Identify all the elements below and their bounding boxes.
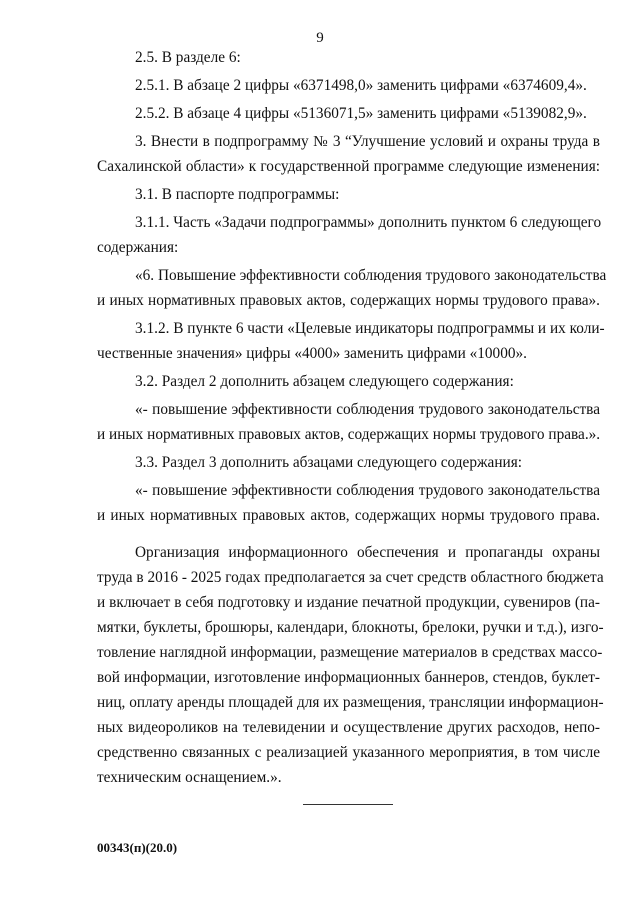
text-line: 3.1.1. Часть «Задачи подпрограммы» дополнить пунктом 6 следующего [135,214,602,231]
text-line: 3.1.2. В пункте 6 части «Целевые индикаторы подпрограммы и их коли- [135,320,605,337]
text-line: 2.5. В разделе 6: [135,49,241,66]
text-line: вой информации, изготовление информационных баннеров, стендов, буклет- [97,669,600,686]
text-line: и иных нормативных правовых актов, содержащих нормы трудового права.». [97,426,601,443]
text-line: чественные значения» цифры «4000» заменить цифрами «10000». [97,345,527,362]
text-line: 2.5.2. В абзаце 4 цифры «5136071,5» заменить цифрами «5139082,9». [135,105,587,122]
separator-line [303,804,393,805]
text-line: 2.5.1. В абзаце 2 цифры «6371498,0» заменить цифрами «6374609,4». [135,77,587,94]
text-line: мятки, буклеты, брошюры, календари, блокноты, брелоки, ручки и т.д.), изго- [97,619,604,636]
text-line: 3.2. Раздел 2 дополнить абзацем следующего содержания: [135,373,514,390]
text-line: 3.1. В паспорте подпрограммы: [135,186,340,203]
text-line: ниц, оплату аренды площадей для их размещения, трансляции информацион- [97,694,604,711]
text-line: средственно связанных с реализацией указанного мероприятия, в том числе [97,744,600,761]
text-line: и иных нормативных правовых актов, содержащих нормы трудового права. [97,507,600,524]
text-line: «6. Повышение эффективности соблюдения трудового законодательства [135,267,607,284]
document-code: 00343(п)(20.0) [97,840,178,855]
text-line: труда в 2016 - 2025 годах предполагается за счет средств областного бюджета [97,569,604,586]
text-line: «- повышение эффективности соблюдения трудового законодательства [135,401,600,418]
text-line: и иных нормативных правовых актов, содержащих нормы трудового права». [97,292,600,309]
text-line: товление наглядной информации, размещение материалов в средствах массо- [97,644,603,661]
text-line: 3. Внести в подпрограмму № 3 “Улучшение условий и охраны труда в [135,133,600,150]
document-body [97,49,607,791]
text-line: и включает в себя подготовку и издание печатной продукции, сувениров (па- [97,594,600,611]
text-line: «- повышение эффективности соблюдения трудового законодательства [135,482,600,499]
text-line: содержания: [97,239,179,256]
page-number: 9 [316,30,324,46]
text-line: 3.3. Раздел 3 дополнить абзацами следующего содержания: [135,454,523,471]
text-line: техническим оснащением.». [97,769,282,786]
text-line: Сахалинской области» к государственной программе следующие изменения: [97,158,600,175]
text-line: ных видеороликов на телевидении и осуществление других расходов, непо- [97,719,600,736]
text-line: Организация информационного обеспечения и пропаганды охраны [135,544,600,561]
